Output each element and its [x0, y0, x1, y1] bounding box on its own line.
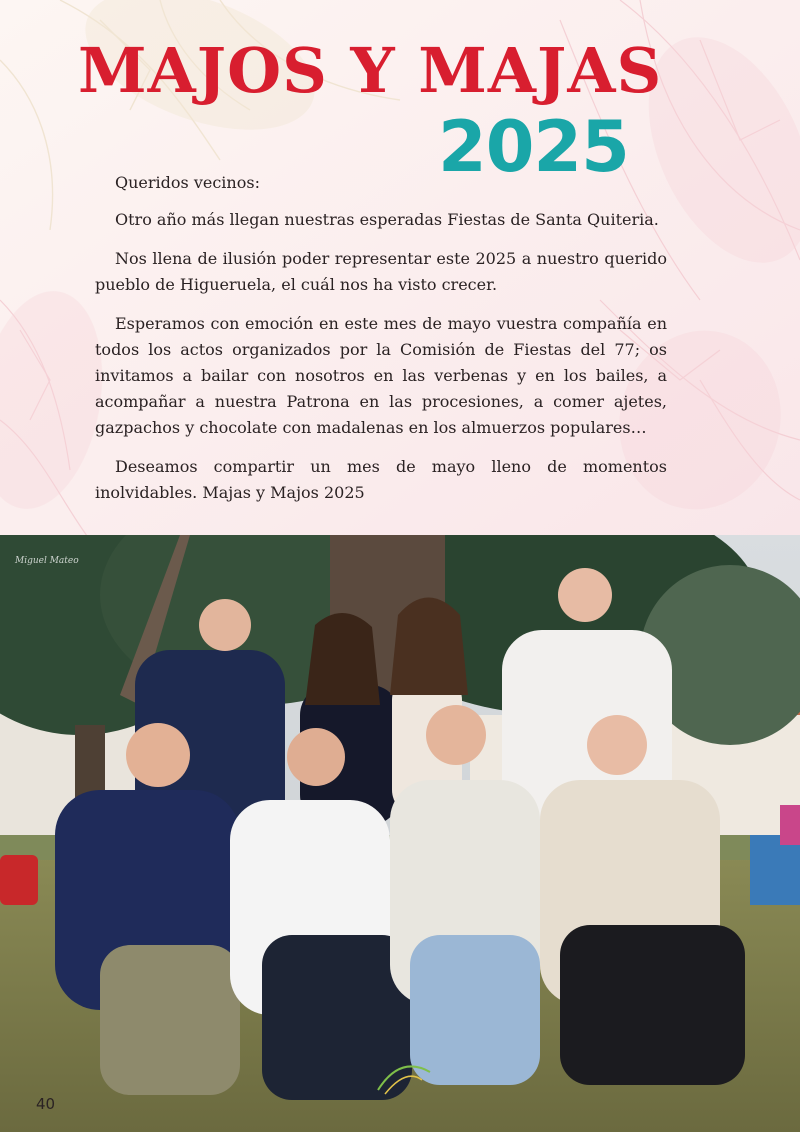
group-photo [0, 535, 800, 1132]
photographer-signature: Miguel Mateo [15, 556, 79, 566]
page-number: 40 [36, 1095, 56, 1113]
title-year: 2025 [438, 106, 629, 188]
letter-body [95, 170, 667, 519]
page-title: MAJOS Y MAJAS [78, 34, 663, 107]
letter-paragraph: Deseamos compartir un mes de mayo lleno de momentos inolvidables. Majas y Majos 2025 [95, 457, 667, 502]
letter-paragraph: Otro año más llegan nuestras esperadas Fiestas de Santa Quiteria. [115, 210, 659, 229]
letter-greeting: Queridos vecinos: [115, 173, 260, 192]
letter-paragraph: Nos llena de ilusión poder representar este 2025 a nuestro querido pueblo de Higueruela, el cuál nos ha visto crecer. [95, 249, 667, 294]
letter-paragraph: Esperamos con emoción en este mes de mayo vuestra compañía en todos los actos organizados por la Comisión de Fiestas del 77; os invitamos a bailar con nosotros en las verbenas y en los bailes, a acompañar a nuestra Patrona en las procesiones, a comer ajetes, gazpachos y chocolate con madalenas en los almuerzos populares… [95, 314, 667, 437]
higueruela-logo [360, 1050, 440, 1110]
